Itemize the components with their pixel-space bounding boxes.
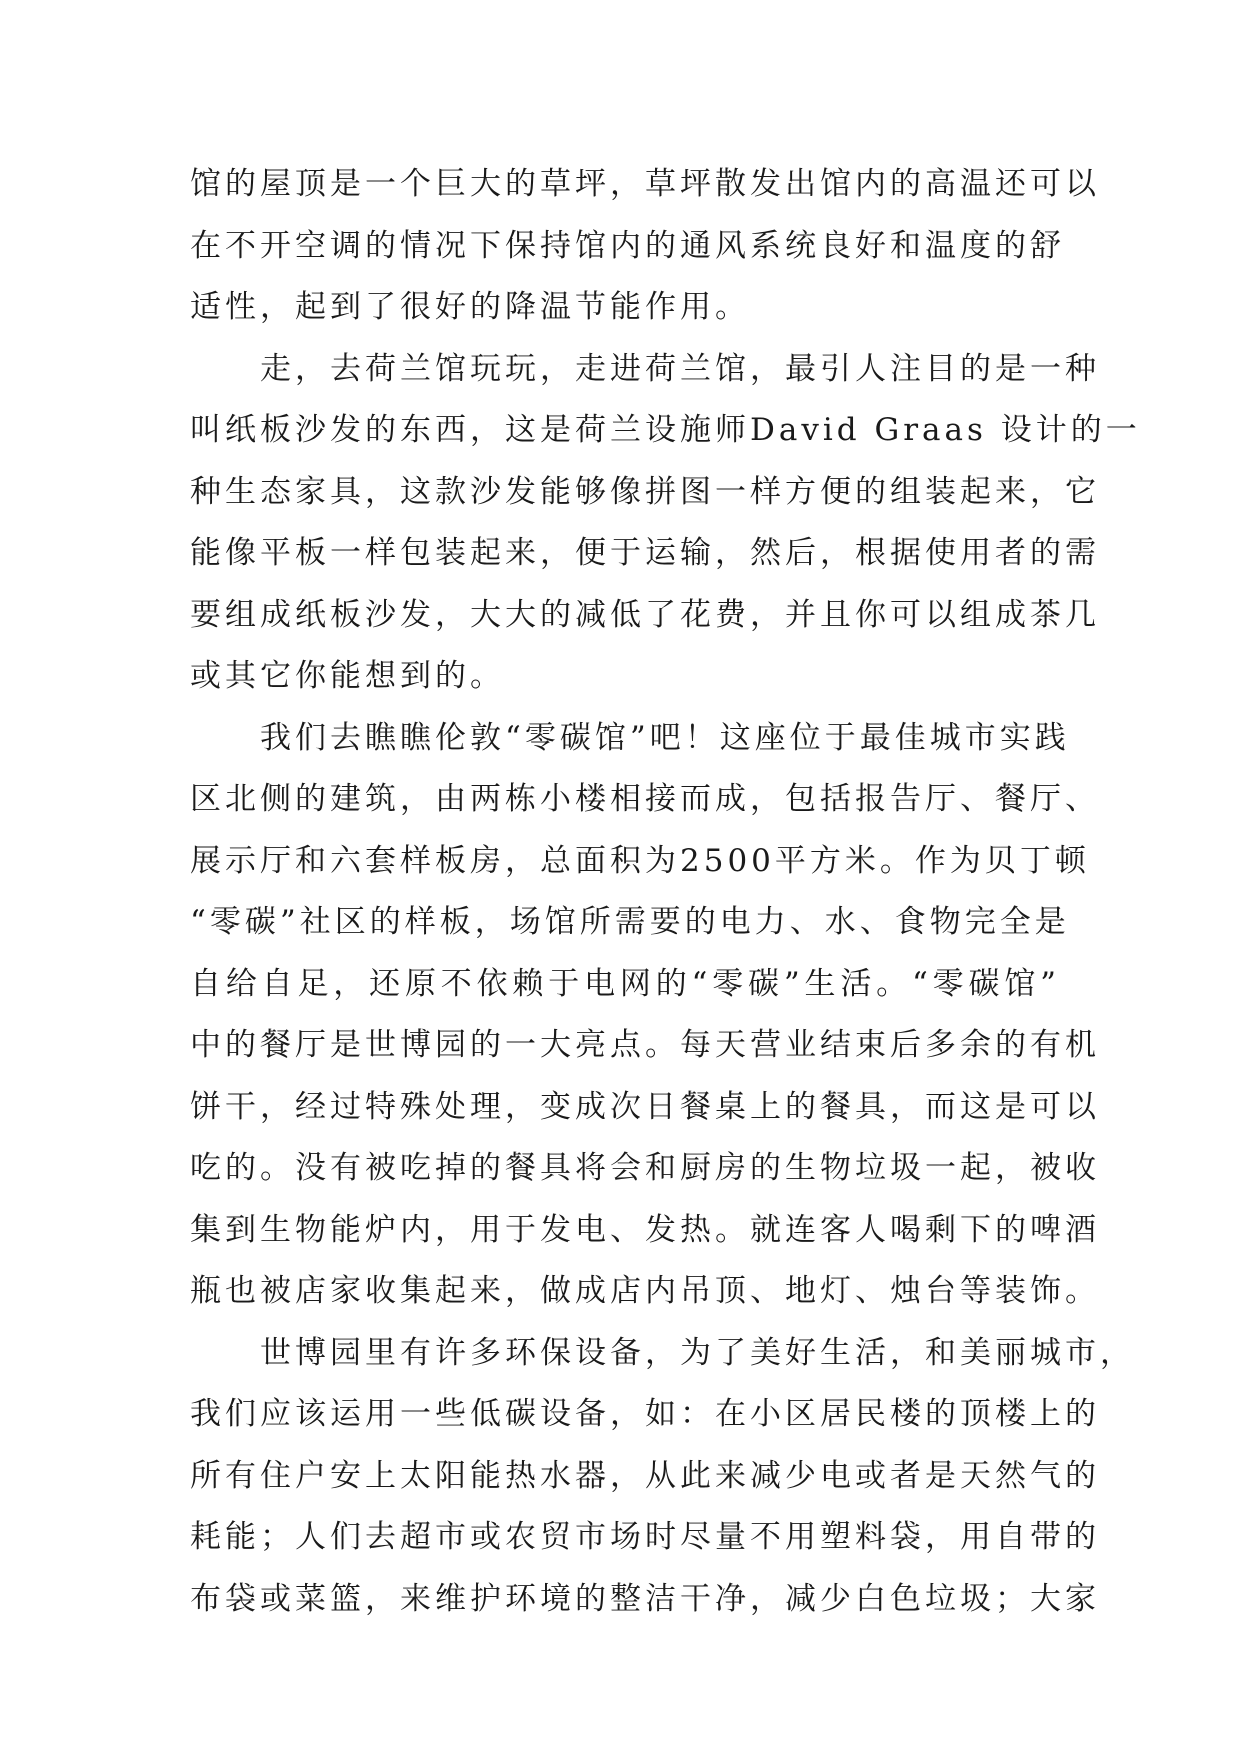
text-line: 要组成纸板沙发，大大的减低了花费，并且你可以组成茶几 [190,596,1100,633]
text-line: 种生态家具，这款沙发能够像拼图一样方便的组装起来，它 [190,473,1100,510]
text-line: 或其它你能想到的。 [190,658,505,694]
paragraph [190,708,1100,1323]
text-line: 区北侧的建筑，由两栋小楼相接而成，包括报告厅、餐厅、 [190,781,1100,817]
text-line: 布袋或菜篮，来维护环境的整洁干净，减少白色垃圾；大家 [190,1580,1100,1617]
text-line: 中的餐厅是世博园的一大亮点。每天营业结束后多余的有机 [190,1027,1100,1063]
text-line: 世博园里有许多环保设备，为了美好生活，和美丽城市， [260,1334,1135,1371]
body-text [190,154,1141,1630]
text-line: 自给自足，还原不依赖于电网的“零碳”生活。“零碳馆” [190,965,1060,1002]
text-line: 走，去荷兰馆玩玩，走进荷兰馆，最引人注目的是一种 [260,350,1100,387]
text-line: 我们去瞧瞧伦敦“零碳馆”吧！这座位于最佳城市实践 [260,719,1070,756]
text-line: 适性，起到了很好的降温节能作用。 [190,289,750,325]
paragraph [190,154,1100,339]
text-line: 能像平板一样包装起来，便于运输，然后，根据使用者的需 [190,535,1100,571]
text-line: 瓶也被店家收集起来，做成店内吊顶、地灯、烛台等装饰。 [190,1273,1100,1309]
paragraph [190,339,1141,708]
text-line: 馆的屋顶是一个巨大的草坪，草坪散发出馆内的高温还可以 [190,166,1100,202]
text-line: 在不开空调的情况下保持馆内的通风系统良好和温度的舒 [190,227,1065,264]
text-line: 吃的。没有被吃掉的餐具将会和厨房的生物垃圾一起，被收 [190,1150,1100,1186]
paragraph [190,1323,1135,1631]
text-line: 展示厅和六套样板房，总面积为2500平方米。作为贝丁顿 [190,842,1090,879]
text-line: 所有住户安上太阳能热水器，从此来减少电或者是天然气的 [190,1457,1100,1494]
text-line: 我们应该运用一些低碳设备，如：在小区居民楼的顶楼上的 [190,1396,1100,1432]
text-line: 叫纸板沙发的东西，这是荷兰设施师David Graas 设计的一 [190,412,1141,448]
text-line: 耗能；人们去超市或农贸市场时尽量不用塑料袋，用自带的 [190,1519,1100,1555]
text-line: 集到生物能炉内，用于发电、发热。就连客人喝剩下的啤酒 [190,1211,1100,1248]
text-line: 饼干，经过特殊处理，变成次日餐桌上的餐具，而这是可以 [190,1088,1100,1125]
text-line: “零碳”社区的样板，场馆所需要的电力、水、食物完全是 [190,904,1070,940]
